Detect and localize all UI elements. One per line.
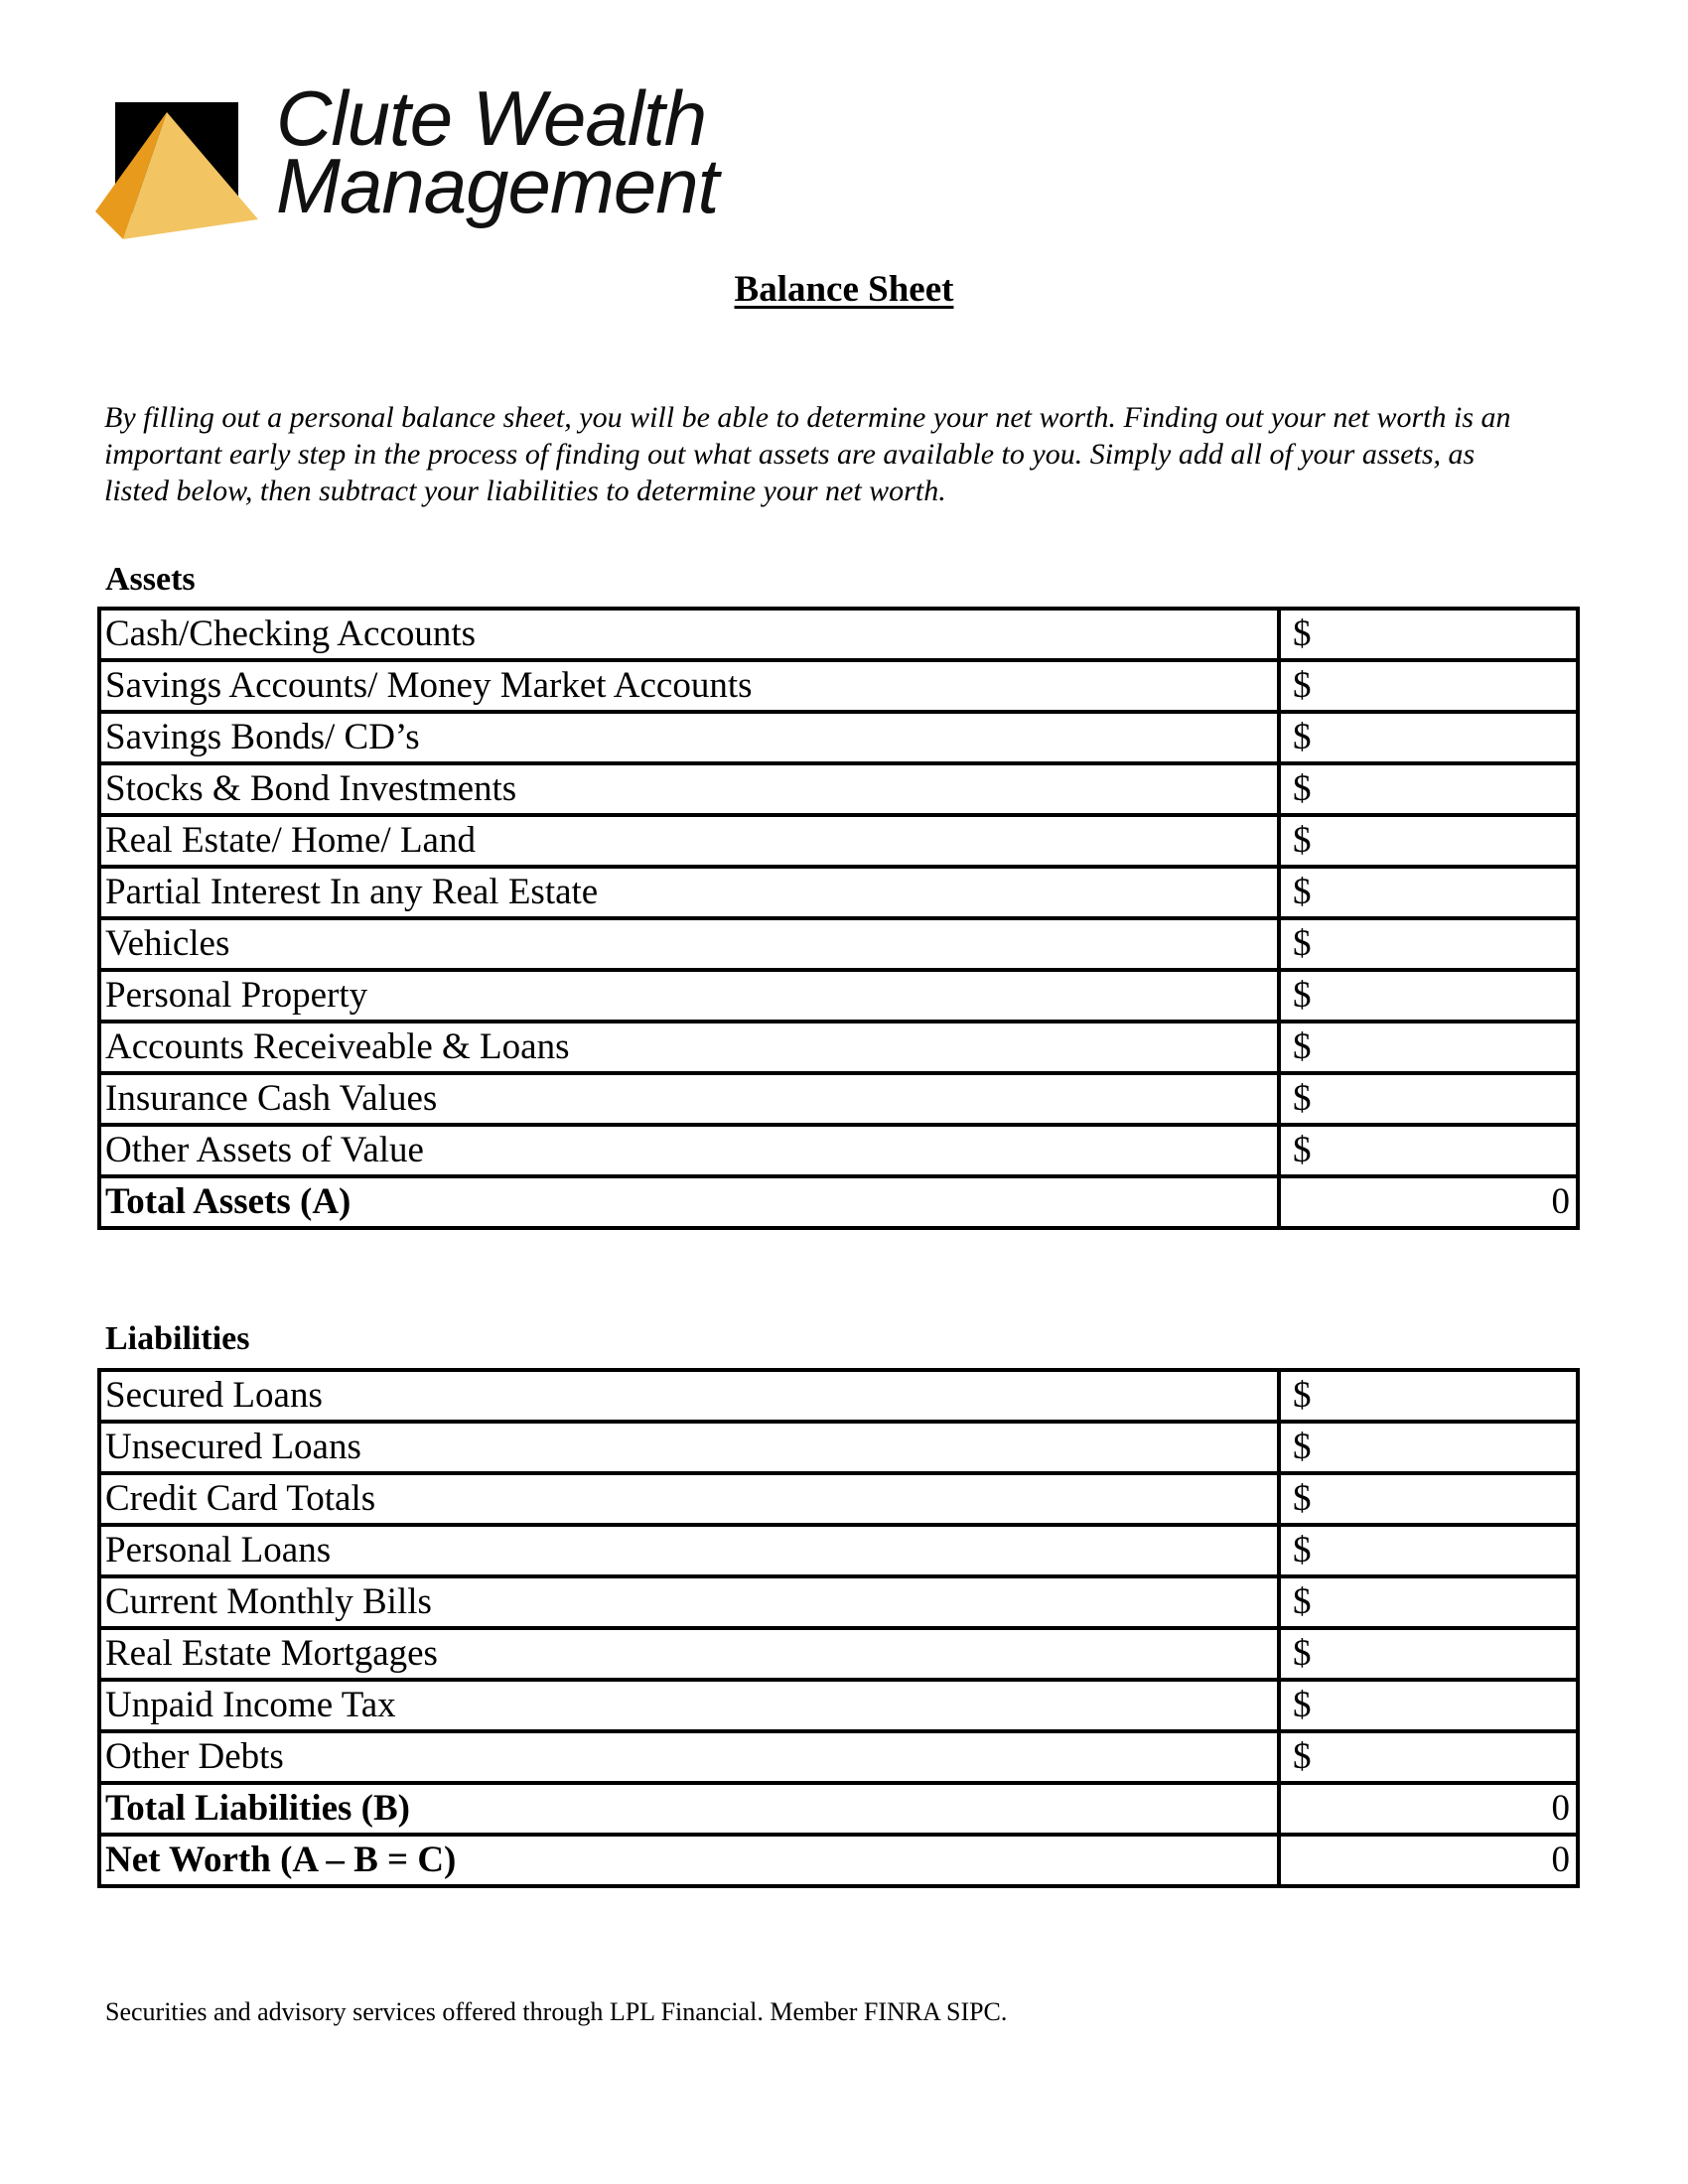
table-row <box>99 763 1578 815</box>
total-liabilities-row <box>99 1783 1578 1835</box>
table-row <box>99 609 1578 660</box>
company-logo <box>95 74 771 243</box>
value-field[interactable]: $ <box>1279 918 1578 970</box>
net-worth-row <box>99 1835 1578 1886</box>
row-label: Stocks & Bond Investments <box>99 763 1279 815</box>
table-row <box>99 1576 1578 1628</box>
table-row <box>99 1473 1578 1525</box>
total-liabilities-value: 0 <box>1279 1783 1578 1835</box>
total-liabilities-label: Total Liabilities (B) <box>99 1783 1279 1835</box>
page-title: Balance Sheet <box>734 269 954 310</box>
assets-heading: Assets <box>105 561 196 598</box>
row-label: Partial Interest In any Real Estate <box>99 867 1279 918</box>
row-label: Savings Bonds/ CD’s <box>99 712 1279 763</box>
logo-line-1: Clute Wealth <box>276 74 707 162</box>
row-label: Unpaid Income Tax <box>99 1680 1279 1731</box>
table-row <box>99 867 1578 918</box>
logo-wordmark <box>276 74 719 229</box>
value-field[interactable]: $ <box>1279 1073 1578 1125</box>
value-field[interactable]: $ <box>1279 815 1578 867</box>
row-label: Personal Property <box>99 970 1279 1022</box>
value-field[interactable]: $ <box>1279 1680 1578 1731</box>
disclosure-footer: Securities and advisory services offered through LPL Financial. Member FINRA SIPC. <box>105 1997 1008 2026</box>
table-row <box>99 1125 1578 1176</box>
value-field[interactable]: $ <box>1279 970 1578 1022</box>
value-field[interactable]: $ <box>1279 1731 1578 1783</box>
table-row <box>99 1022 1578 1073</box>
liabilities-heading: Liabilities <box>105 1320 250 1357</box>
row-label: Other Debts <box>99 1731 1279 1783</box>
liabilities-table <box>97 1368 1580 1888</box>
row-label: Real Estate Mortgages <box>99 1628 1279 1680</box>
row-label: Accounts Receiveable & Loans <box>99 1022 1279 1073</box>
value-field[interactable]: $ <box>1279 1422 1578 1473</box>
row-label: Other Assets of Value <box>99 1125 1279 1176</box>
net-worth-value: 0 <box>1279 1835 1578 1886</box>
row-label: Current Monthly Bills <box>99 1576 1279 1628</box>
value-field[interactable]: $ <box>1279 609 1578 660</box>
value-field[interactable]: $ <box>1279 867 1578 918</box>
table-row <box>99 815 1578 867</box>
value-field[interactable]: $ <box>1279 660 1578 712</box>
value-field[interactable]: $ <box>1279 1370 1578 1422</box>
table-row <box>99 1370 1578 1422</box>
net-worth-label: Net Worth (A – B = C) <box>99 1835 1279 1886</box>
table-row <box>99 660 1578 712</box>
row-label: Secured Loans <box>99 1370 1279 1422</box>
table-row <box>99 1731 1578 1783</box>
row-label: Unsecured Loans <box>99 1422 1279 1473</box>
row-label: Cash/Checking Accounts <box>99 609 1279 660</box>
pyramid-logo-icon <box>95 102 264 239</box>
value-field[interactable]: $ <box>1279 1525 1578 1576</box>
row-label: Real Estate/ Home/ Land <box>99 815 1279 867</box>
table-row <box>99 1680 1578 1731</box>
assets-table <box>97 607 1580 1230</box>
total-assets-label: Total Assets (A) <box>99 1176 1279 1228</box>
table-row <box>99 712 1578 763</box>
table-row <box>99 1422 1578 1473</box>
table-row <box>99 1525 1578 1576</box>
value-field[interactable]: $ <box>1279 712 1578 763</box>
table-row <box>99 1628 1578 1680</box>
total-assets-row <box>99 1176 1578 1228</box>
row-label: Personal Loans <box>99 1525 1279 1576</box>
value-field[interactable]: $ <box>1279 1473 1578 1525</box>
intro-paragraph: By filling out a personal balance sheet, you will be able to determine your net worth. Finding out your net worth is an important early step in the process of finding out what assets are available to you. Simply add all of your assets, as listed below, then subtract your liabilities to determine your net worth. <box>104 401 1511 507</box>
row-label: Insurance Cash Values <box>99 1073 1279 1125</box>
table-row <box>99 918 1578 970</box>
value-field[interactable]: $ <box>1279 1022 1578 1073</box>
logo-line-2: Management <box>276 142 719 229</box>
value-field[interactable]: $ <box>1279 1628 1578 1680</box>
value-field[interactable]: $ <box>1279 763 1578 815</box>
value-field[interactable]: $ <box>1279 1125 1578 1176</box>
row-label: Savings Accounts/ Money Market Accounts <box>99 660 1279 712</box>
row-label: Credit Card Totals <box>99 1473 1279 1525</box>
row-label: Vehicles <box>99 918 1279 970</box>
table-row <box>99 970 1578 1022</box>
table-row <box>99 1073 1578 1125</box>
total-assets-value: 0 <box>1279 1176 1578 1228</box>
value-field[interactable]: $ <box>1279 1576 1578 1628</box>
